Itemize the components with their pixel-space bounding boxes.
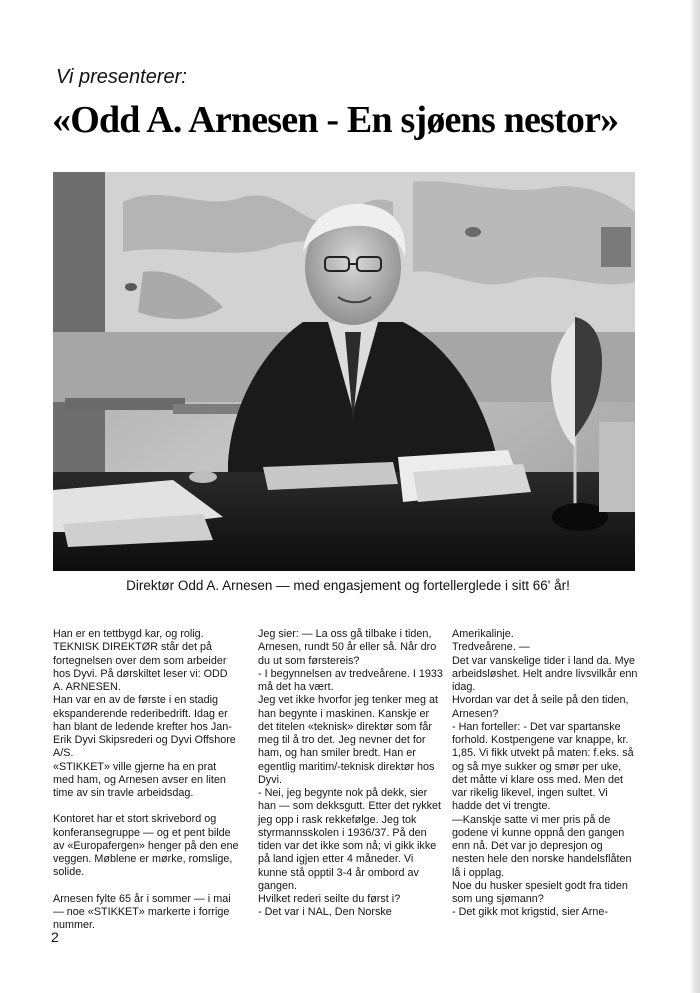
- paragraph: Arnesen fylte 65 år i sommer — i mai — noe «STIKKET» markerte i forrige nummer.: [53, 892, 231, 931]
- paragraph: Kontoret har et stort skrivebord og konferansegruppe — og et pent bilde av «Europafergen» henger på den ene veggen. Møblene er mørke, romslige, solide.: [53, 813, 239, 879]
- paragraph: - Det var i NAL, Den Norske: [258, 906, 392, 919]
- article-kicker: Vi presenterer:: [56, 66, 187, 88]
- paragraph: - I begynnelsen av tredveårene. I 1933 må det ha vært.: [258, 667, 443, 693]
- photo-caption: Direktør Odd A. Arnesen — med engasjement og fortellerglede i sitt 66' år!: [126, 578, 570, 593]
- article-column-3: [452, 628, 638, 920]
- paragraph: Han var en av de første i en stadig ekspanderende rederibedrift. Idag er han blant de ledende krefter hos Jan-Erik Dyvi Skipsrederi og Dyvi Offshore A/S.: [53, 694, 236, 760]
- paragraph: Noe du husker spesielt godt fra tiden som ung sjømann?: [452, 879, 628, 905]
- paragraph: «STIKKET» ville gjerne ha en prat med ham, og Arnesen avser en liten time av sin travle arbeidsdag.: [53, 760, 226, 799]
- page-number: 2: [51, 929, 59, 945]
- paragraph: Amerikalinje.: [452, 628, 514, 640]
- paragraph: - Det gikk mot krigstid, sier Arne-: [452, 906, 608, 919]
- paragraph: Han er en tettbygd kar, og rolig. TEKNISK DIREKTØR står det på fortegnelsen over dem som arbeider hos Dyvi. På dørskiltet leser vi: ODD A. ARNESEN.: [53, 628, 228, 693]
- paragraph: - Han forteller: - Det var spartanske forhold. Kostpengene var knappe, kr. 1,85. Vi fikk utvekt på maten: f.eks. så og så mye sukker og smør per uke, det måtte vi klare oss med. Men det var rikelig likevel, ingen sultet. Vi hadde det vi trengte.: [452, 720, 634, 813]
- page-edge-shadow: [690, 0, 700, 993]
- article-headline: «Odd A. Arnesen - En sjøens nestor»: [52, 99, 619, 141]
- paragraph: Tredveårene. —: [452, 641, 530, 654]
- paragraph: Jeg sier: — La oss gå tilbake i tiden, Arnesen, rundt 50 år eller så. Når dro du ut som førstereis?: [258, 628, 437, 667]
- paragraph: —Kanskje satte vi mer pris på de godene vi kunne oppnå den gangen enn nå. Det var jo depresjon og nesten hele den norske handelsflåten lå i opplag.: [452, 813, 632, 879]
- article-column-2: [258, 628, 444, 920]
- paragraph: Det var vanskelige tider i land da. Mye arbeidsløshet. Helt andre livsvilkår enn idag.: [452, 654, 638, 693]
- paragraph: Hvilket rederi seilte du først i?: [258, 893, 401, 905]
- paragraph: Hvordan var det å seile på den tiden, Arnesen?: [452, 694, 629, 720]
- paragraph: - Nei, jeg begynte nok på dekk, sier han — som dekksgutt. Etter det rykket jeg opp i rask rekkefølge. Jeg tok styrmannsskolen i 1936/37. På den tiden var det ikke som nå; vi gikk ikke på land igjen etter 4 måneder. Vi kunne stå opptil 3-4 år ombord av gangen.: [258, 787, 442, 892]
- paragraph: Jeg vet ikke hvorfor jeg tenker meg at han begynte i maskinen. Kanskje er det titelen «teknisk» direktør som får meg til å tro det. Jeg nevner det for ham, og han smiler bredt. Han er egentlig maritim/-teknisk direktør hos Dyvi.: [258, 694, 439, 786]
- article-column-1: [53, 628, 239, 932]
- portrait-photo: [53, 172, 635, 571]
